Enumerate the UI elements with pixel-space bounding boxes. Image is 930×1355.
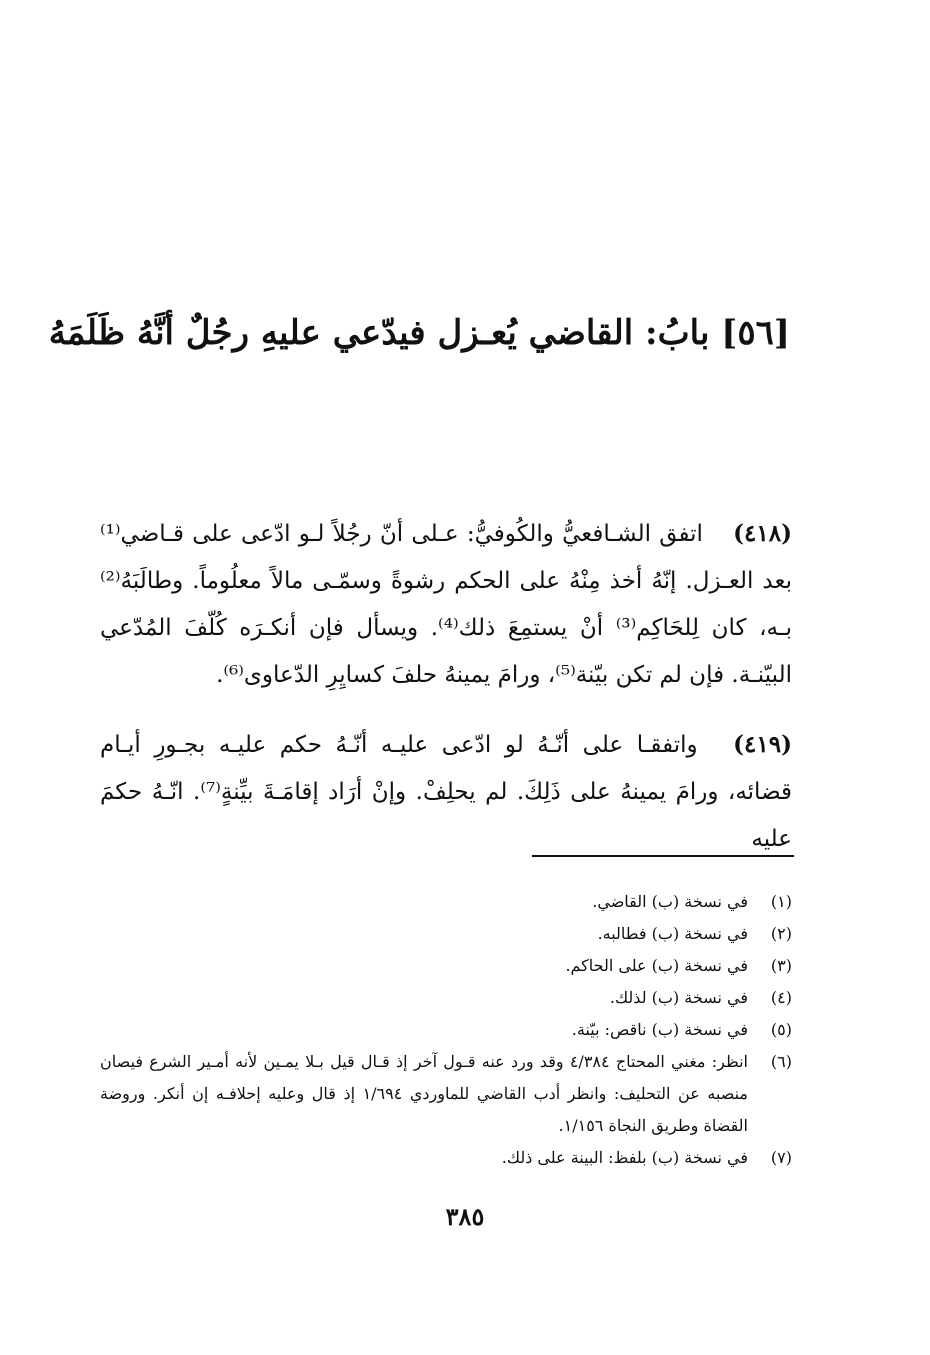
footnote-text: في نسخة (ب) لذلك. [609, 988, 748, 1007]
footnote-number: (٣) [770, 956, 792, 975]
paragraph-text: اتفق الشـافعيُّ والكُوفيُّ: عـلى أنّ رجُلاً لـو ادّعى على قـاضي⁽¹⁾ بعد العـزل. إنّهُ أخذ مِنْهُ على الحكم رشوةً وسمّـى مالاً معلُوماً. وطالَبَهُ⁽²⁾ بـه، كان لِلحَاكِم⁽³⁾ أنْ يستمِعَ ذلك⁽⁴⁾. ويسأل فإن أنكـرَه كُلّفَ المُدّعي البيّنـة. فإن لم تكن بيّنة⁽⁵⁾، ورامَ يمينهُ حلفَ كسايِرِ الدّعاوى⁽⁶⁾. [100, 521, 792, 688]
footnote-text: في نسخة (ب) القاضي. [592, 892, 748, 911]
footnotes [100, 886, 792, 1174]
footnote-divider [532, 855, 794, 857]
paragraph-text: واتفقـا على أنّـهُ لو ادّعى عليـه أنّـهُ حكم عليـه بجـورِ أيـام قضائه، ورامَ يمينهُ على ذَلِكَ. لم يحلِفْ. وإنْ أرَاد إقامَـةَ بيِّنةٍ⁽⁷⁾. انّـهُ حكمَ عليه [100, 732, 793, 852]
footnote-number: (١) [770, 892, 792, 911]
paragraph-number: (٤١٩) [733, 731, 792, 758]
paragraph-418 [100, 510, 792, 699]
footnote-number: (٤) [770, 988, 792, 1007]
chapter-title: [٥٦] بابُ: القاضي يُعـزل فيدّعي عليهِ رجُلٌ أنَّهُ ظَلَمَهُ [48, 313, 790, 353]
footnote-5 [100, 1014, 792, 1046]
footnote-4 [100, 982, 792, 1014]
footnote-number: (٥) [770, 1020, 792, 1039]
body-text [100, 510, 792, 885]
footnote-6 [100, 1046, 792, 1142]
footnote-text: في نسخة (ب) فطالبه. [597, 924, 748, 943]
footnote-text: في نسخة (ب) ناقص: بيّنة. [571, 1020, 748, 1039]
footnote-text: في نسخة (ب) على الحاكم. [565, 956, 748, 975]
footnote-2 [100, 918, 792, 950]
footnote-number: (٢) [770, 924, 792, 943]
paragraph-number: (٤١٨) [733, 520, 792, 547]
footnote-number: (٧) [770, 1148, 792, 1167]
footnote-1 [100, 886, 792, 918]
footnote-text: في نسخة (ب) بلفظ: البينة على ذلك. [501, 1148, 748, 1167]
paragraph-419 [100, 721, 792, 863]
footnote-text: انظر: مغني المحتاج ٤/٣٨٤ وقد ورد عنه قـول آخر إذ قـال قيل بـلا يمـين لأنه أمـير الشرع فيصان منصبه عن التحليف: وانظر أدب القاضي للماوردي ١/٦٩٤ إذ قال وعليه إحلافـه إن أنكر. وروضة القضاة وطريق النجاة ١/١٥٦. [100, 1052, 748, 1135]
footnote-7 [100, 1142, 792, 1174]
footnote-3 [100, 950, 792, 982]
footnote-number: (٦) [770, 1052, 792, 1071]
page-number: ٣٨٥ [445, 1202, 485, 1231]
